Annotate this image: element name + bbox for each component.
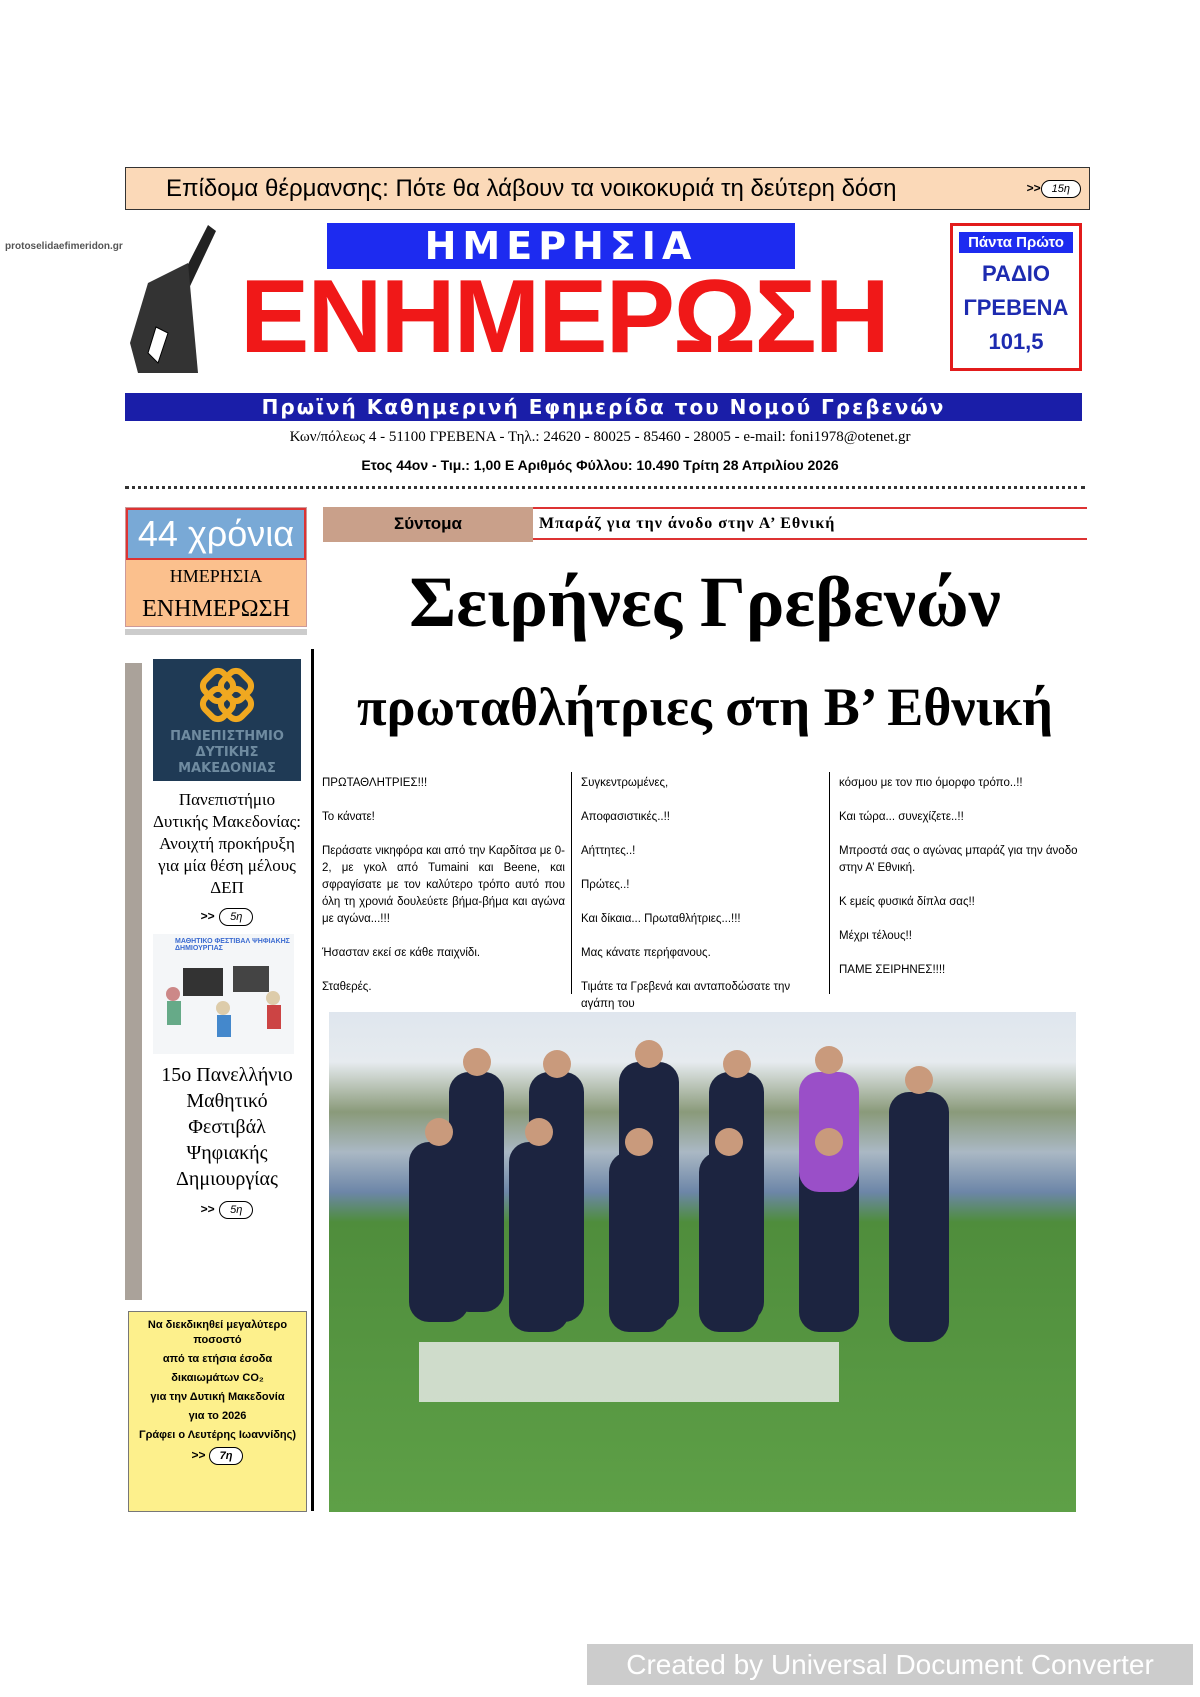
paragraph: κόσμου με τον πιο όμορφο τρόπο..!! (839, 777, 1023, 789)
radio-ad[interactable] (950, 223, 1082, 371)
sidebar-story-3[interactable] (128, 1311, 307, 1512)
issue-line: Ετος 44ον - Τιμ.: 1,00 Ε Αριθμός Φύλλου: 10.490 Τρίτη 28 Απριλίου 2026 (361, 457, 839, 473)
story-line: 15ο Πανελλήνιο (161, 1064, 293, 1086)
brief-bar[interactable] (323, 507, 1087, 540)
column-rule (311, 649, 314, 1511)
sidebar-story-2[interactable] (146, 1062, 308, 1192)
story-line: Ανοιχτή προκήρυξη (159, 834, 295, 853)
radio-line: ΓΡΕΒΕΝΑ (963, 295, 1069, 320)
paragraph: Αήττητες..! (581, 845, 636, 857)
story-line: Μαθητικό Φεστιβάλ (186, 1090, 268, 1138)
story-line: Να διεκδικηθεί μεγαλύτερο ποσοστό (147, 1319, 288, 1346)
converter-watermark: Created by Universal Document Converter (587, 1644, 1193, 1685)
article-column-1 (322, 775, 565, 1013)
paragraph: Κ εμείς φυσικά δίπλα σας!! (839, 896, 975, 908)
team-photo-illustration (329, 1012, 1076, 1512)
sidebar (146, 659, 308, 1227)
page-pill: 7η (209, 1447, 244, 1465)
paragraph: Σταθερές. (322, 981, 372, 993)
story-line: Πανεπιστήμιο (178, 790, 276, 809)
story-line: για την Δυτική Μακεδονία (150, 1391, 285, 1403)
page-ref[interactable] (133, 1447, 302, 1465)
address-line: Κων/πόλεως 4 - 51100 ΓΡΕΒΕΝΑ - Τηλ.: 24620 - 80025 - 85460 - 28005 - e-mail: foni1978@otenet.gr (289, 429, 911, 445)
page-pill: 5η (219, 908, 253, 926)
paragraph: ΠΑΜΕ ΣΕΙΡΗΝΕΣ!!!! (839, 964, 946, 976)
radio-header: Πάντα Πρώτο (959, 232, 1073, 253)
paragraph: Και δίκαια... Πρωταθλήτριες...!!! (581, 913, 741, 925)
arrows: >> (191, 1448, 206, 1462)
uni-logo-text: ΠΑΝΕΠΙΣΤΗΜΙΟ (170, 729, 284, 744)
paragraph: Τιμάτε τα Γρεβενά και ανταποδώσατε την αγάπη του (581, 981, 791, 1010)
paragraph: Αποφασιστικές..!! (581, 811, 670, 823)
article-column-2 (581, 775, 824, 1030)
anniversary-line2: ΕΝΗΜΕΡΩΣΗ (142, 596, 290, 622)
arrows: >> (200, 1202, 215, 1216)
paragraph: Μέχρι τέλους!! (839, 930, 912, 942)
story-line: για το 2026 (188, 1410, 247, 1422)
page-pill: 5η (219, 1201, 253, 1219)
knot-logo-icon (197, 665, 257, 725)
page-ref[interactable] (146, 1200, 308, 1219)
uni-logo-text: ΜΑΚΕΔΟΝΙΑΣ (178, 761, 276, 776)
column-divider (571, 772, 572, 994)
page-ref[interactable] (1027, 179, 1081, 198)
site-watermark: protoselidaefimeridon.gr (5, 241, 123, 252)
paragraph: Μας κάνατε περήφανους. (581, 947, 711, 959)
masthead-title: ΕΝΗΜΕΡΩΣΗ (240, 259, 888, 375)
column-divider (829, 772, 830, 994)
anniversary-line1: ΗΜΕΡΗΣΙΑ (169, 566, 263, 586)
festival-banner: ΜΑΘΗΤΙΚΟ ΦΕΣΤΙΒΑΛ ΨΗΦΙΑΚΗΣ ΔΗΜΙΟΥΡΓΙΑΣ (175, 938, 290, 952)
box-shadow (125, 629, 307, 635)
paragraph: ΠΡΩΤΑΘΛΗΤΡΙΕΣ!!! (322, 777, 428, 789)
story-line: Γράφει ο Λευτέρης Ιωαννίδης) (138, 1429, 297, 1441)
masthead-subtitle: ΗΜΕΡΗΣΙΑ (327, 223, 795, 269)
story-line: για μία θέση μέλους ΔΕΠ (158, 856, 296, 897)
arrows: >> (200, 909, 215, 923)
brief-text[interactable]: Μπαράζ για την άνοδο στην Α’ Εθνική (539, 515, 836, 532)
team-photo[interactable] (329, 1012, 1076, 1512)
university-logo[interactable] (153, 659, 301, 781)
fountain-pen-icon (128, 223, 216, 379)
paragraph: Ήσασταν εκεί σε κάθε παιχνίδι. (322, 947, 481, 959)
page-ref[interactable] (146, 907, 308, 926)
festival-image[interactable] (153, 934, 294, 1054)
brief-label: Σύντομα (323, 507, 533, 542)
main-headline-line1[interactable]: Σειρήνες Γρεβενών (409, 562, 1001, 642)
arrows: >> (1026, 181, 1041, 195)
paragraph: Μπροστά σας ο αγώνας μπαράζ για την άνοδο στην Α’ Εθνική. (839, 845, 1078, 874)
story-line: Ψηφιακής Δημιουργίας (176, 1142, 278, 1190)
anniversary-years: 44 χρόνια (126, 508, 306, 560)
radio-line: ΡΑΔΙΟ (982, 261, 1050, 286)
sidebar-rule (125, 663, 142, 1300)
paragraph: Και τώρα... συνεχίζετε..!! (839, 811, 964, 823)
paragraph: Περάσατε νικηφόρα και από την Καρδίτσα με 0-2, με γκολ από Tumaini και Beene, και σφραγίσατε με τον καλύτερο τρόπο αυτό που όλη τη χρονιά δουλεύετε βήμα-βήμα και αγώνα με αγώνα...!!! (322, 845, 565, 925)
anniversary-box (125, 507, 307, 627)
story-line: Δυτικής Μακεδονίας: (152, 812, 302, 831)
page-pill: 15η (1041, 180, 1081, 198)
article-column-3 (839, 775, 1082, 996)
story-line: δικαιωμάτων CO₂ (171, 1372, 264, 1384)
paragraph: Το κάνατε! (322, 811, 375, 823)
story-line: από τα ετήσια έσοδα (162, 1353, 273, 1365)
radio-line: 101,5 (988, 329, 1044, 354)
top-headline[interactable]: Επίδομα θέρμανσης: Πότε θα λάβουν τα νοικοκυριά τη δεύτερη δόση (166, 175, 897, 202)
paragraph: Συγκεντρωμένες, (581, 777, 669, 789)
uni-logo-text: ΔΥΤΙΚΗΣ (195, 745, 259, 760)
tagline-banner: Πρωϊνή Καθημερινή Εφημερίδα του Νομού Γρεβενών (125, 393, 1082, 421)
sidebar-story-1[interactable] (146, 789, 308, 899)
top-headline-box[interactable] (125, 167, 1090, 210)
festival-illustration (153, 952, 294, 1042)
main-headline-line2[interactable]: πρωταθλήτριες στη Β’ Εθνική (357, 677, 1053, 737)
paragraph: Πρώτες..! (581, 879, 630, 891)
dotted-divider (125, 486, 1085, 489)
